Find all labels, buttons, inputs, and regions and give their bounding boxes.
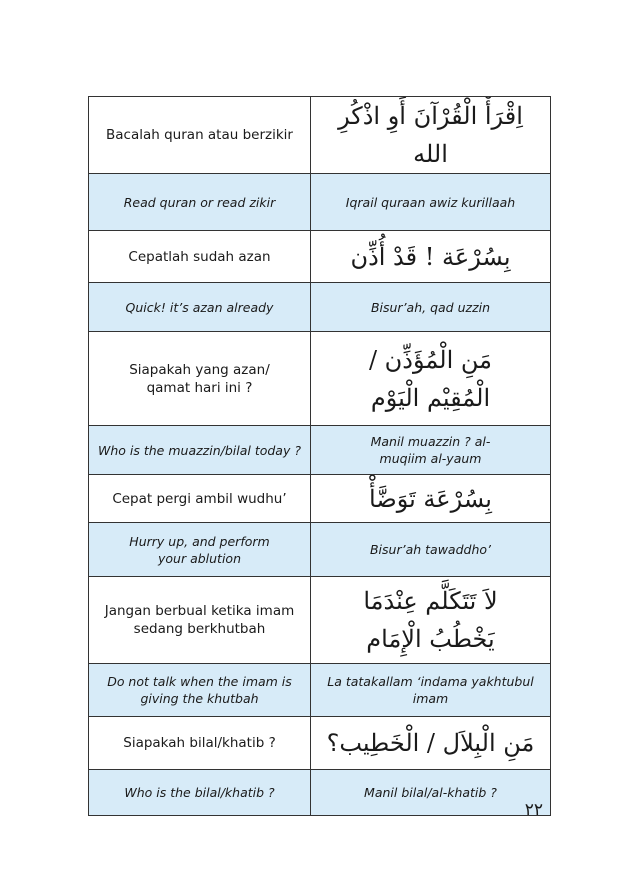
transliteration: Manil bilal/al-khatib ?	[311, 770, 551, 816]
malay-phrase: Cepat pergi ambil wudhu’	[89, 475, 311, 523]
arabic-phrase: اِقْرَأْ الْقُرْآنَ أَوِ اذْكُرِ الله	[311, 97, 551, 174]
malay-row	[89, 577, 551, 664]
arabic-phrase: بِسُرْعَة تَوَضَّأْ	[311, 475, 551, 523]
malay-phrase: Siapakah yang azan/ qamat hari ini ?	[89, 332, 311, 426]
malay-phrase: Bacalah quran atau berzikir	[89, 97, 311, 174]
english-phrase: Read quran or read zikir	[89, 174, 311, 231]
phrase-table	[88, 96, 551, 816]
malay-row	[89, 717, 551, 770]
transliteration: Iqrail quraan awiz kurillaah	[311, 174, 551, 231]
english-row	[89, 523, 551, 577]
english-phrase: Who is the muazzin/bilal today ?	[89, 426, 311, 475]
page-number: ٢٢	[524, 800, 543, 820]
transliteration: Manil muazzin ? al-muqiim al-yaum	[311, 426, 551, 475]
transliteration: Bisur’ah, qad uzzin	[311, 283, 551, 332]
english-row	[89, 283, 551, 332]
english-phrase: Who is the bilal/khatib ?	[89, 770, 311, 816]
english-row	[89, 664, 551, 717]
transliteration: Bisur’ah tawaddho’	[311, 523, 551, 577]
malay-row	[89, 97, 551, 174]
english-phrase: Quick! it’s azan already	[89, 283, 311, 332]
malay-row	[89, 475, 551, 523]
malay-phrase: Cepatlah sudah azan	[89, 231, 311, 283]
malay-row	[89, 231, 551, 283]
english-phrase: Do not talk when the imam is giving the khutbah	[89, 664, 311, 717]
arabic-phrase: مَنِ الْبِلاَل / الْخَطِيب؟	[311, 717, 551, 770]
malay-phrase: Jangan berbual ketika imam sedang berkhutbah	[89, 577, 311, 664]
malay-row	[89, 332, 551, 426]
malay-phrase: Siapakah bilal/khatib ?	[89, 717, 311, 770]
english-row	[89, 426, 551, 475]
english-row	[89, 174, 551, 231]
transliteration: La tatakallam ‘indama yakhtubul imam	[311, 664, 551, 717]
arabic-phrase: لاَ تَتَكَلَّم عِنْدَمَا يَخْطُبُ الْإِمَام	[311, 577, 551, 664]
arabic-phrase: مَنِ الْمُؤَذِّن / الْمُقِيْم الْيَوْم	[311, 332, 551, 426]
english-phrase: Hurry up, and perform your ablution	[89, 523, 311, 577]
arabic-phrase: بِسُرْعَة ! قَدْ أُذِّن	[311, 231, 551, 283]
english-row	[89, 770, 551, 816]
